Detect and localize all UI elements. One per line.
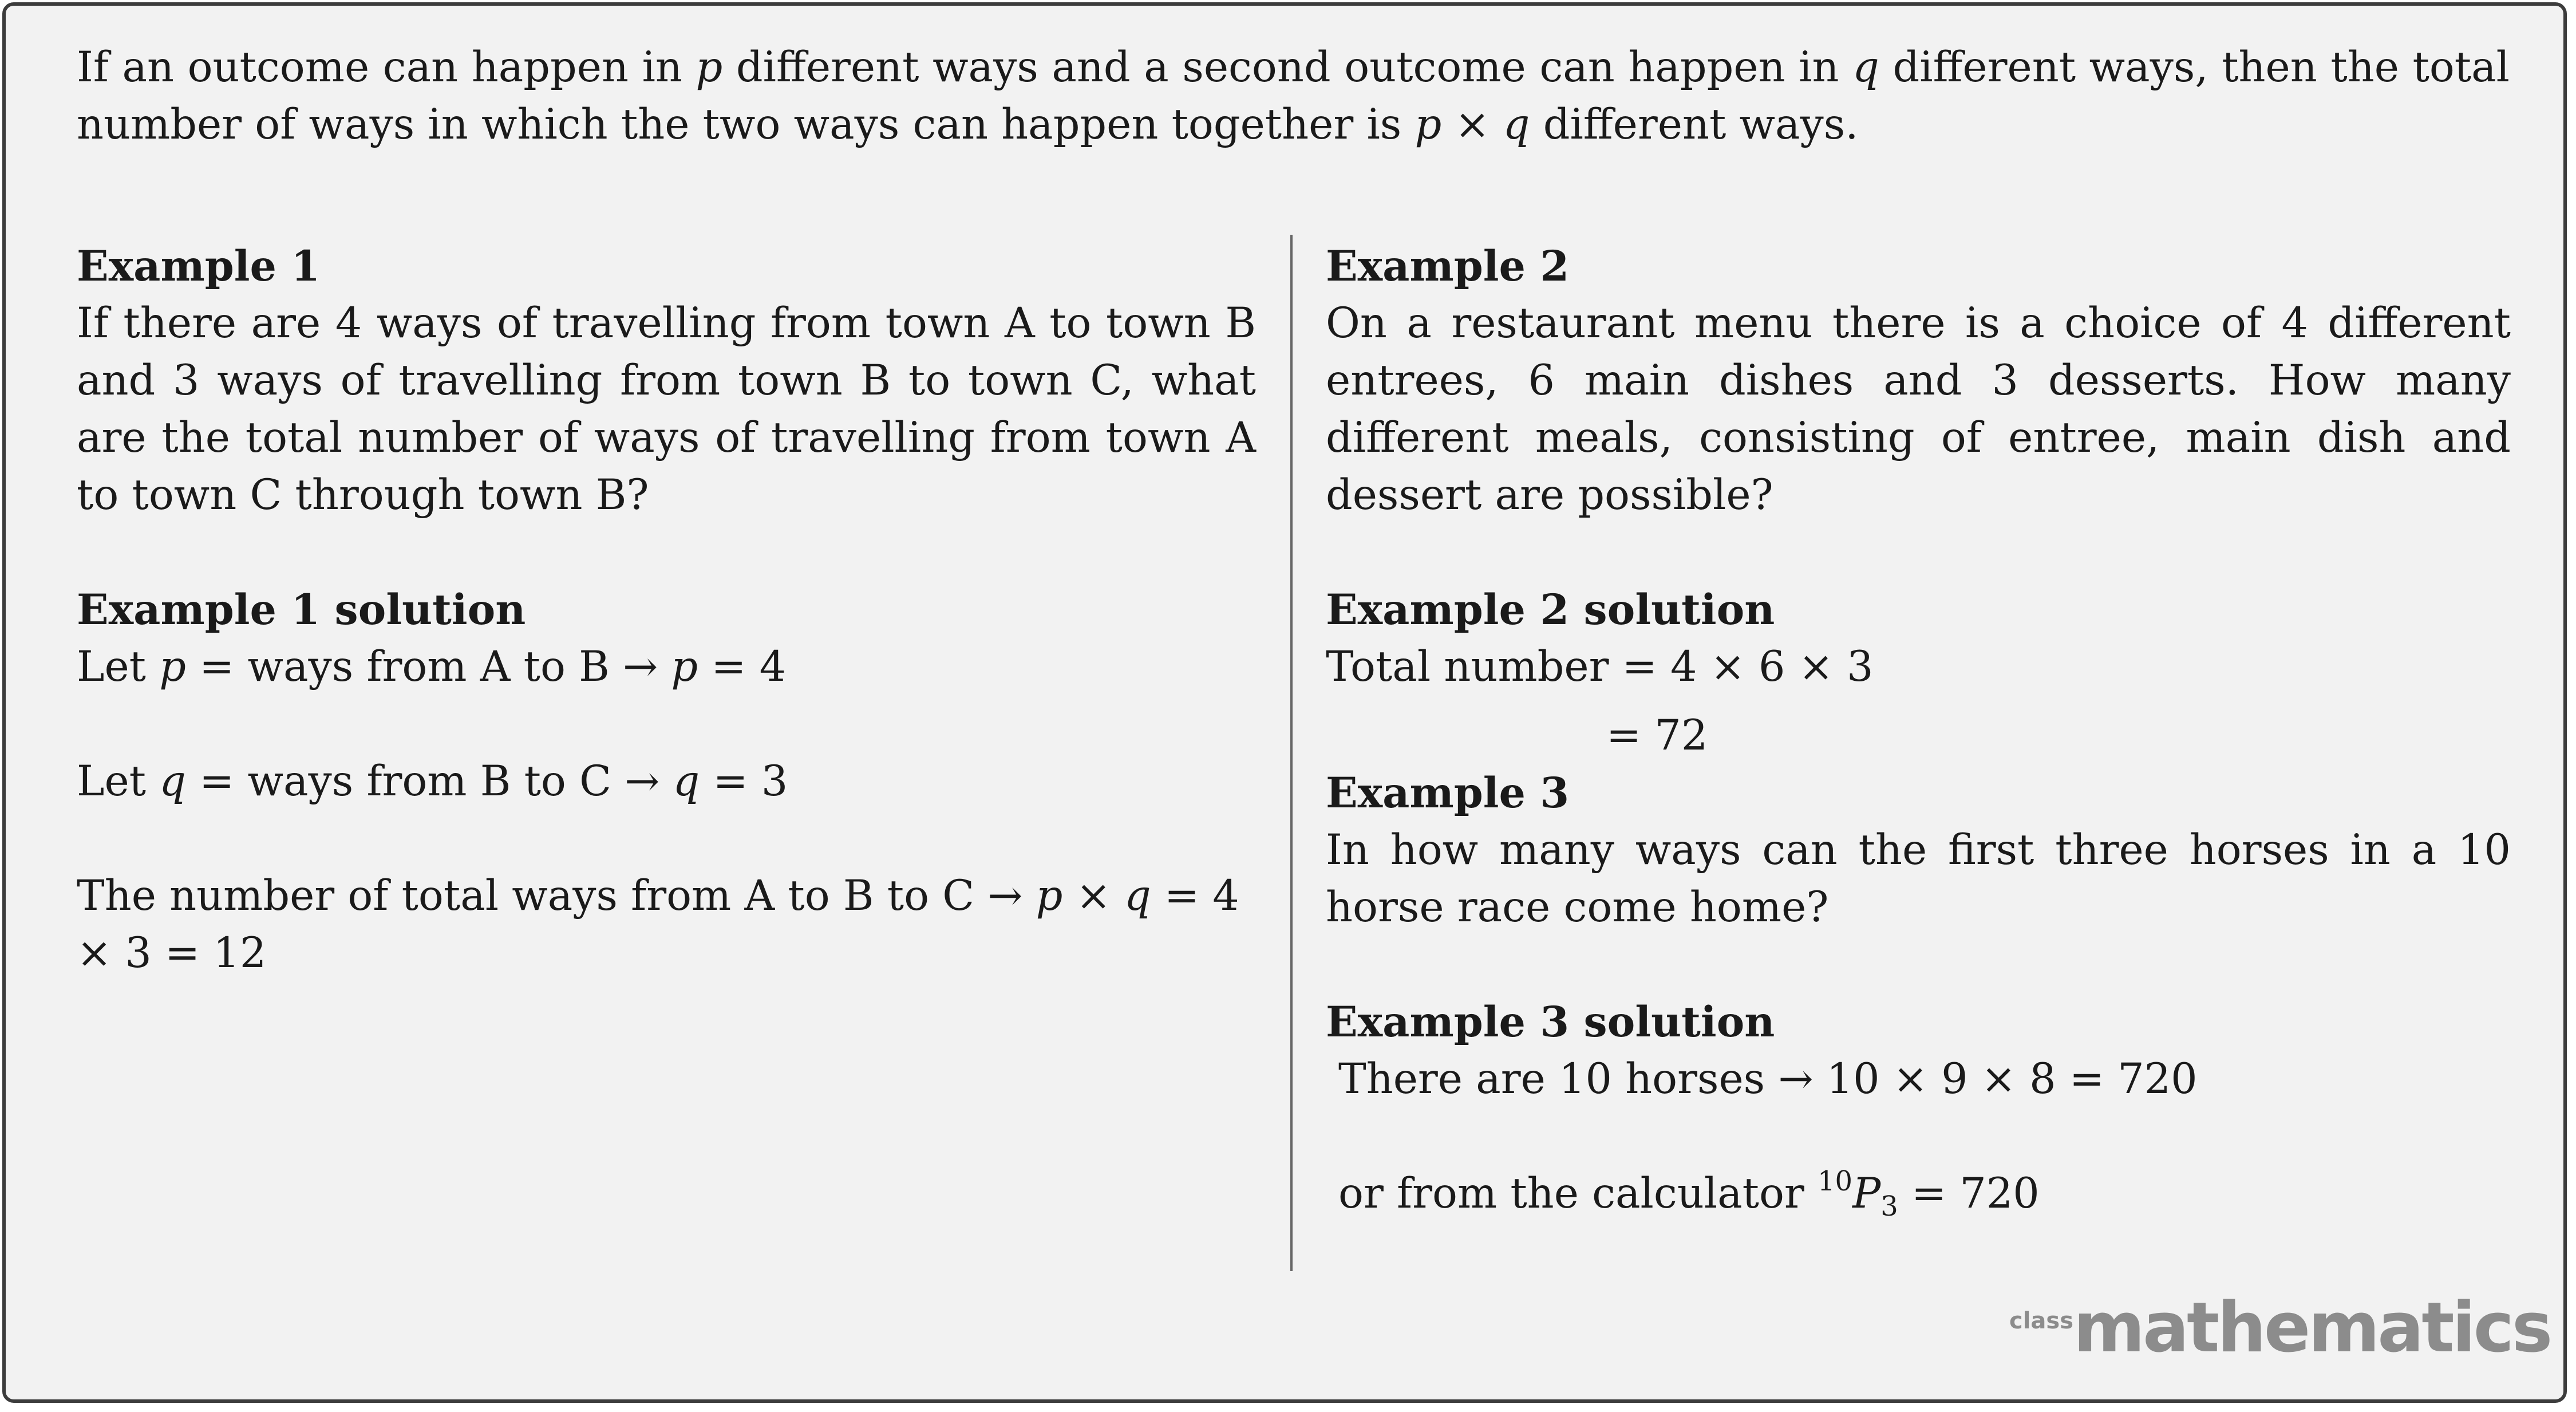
classmathematics-logo xyxy=(2009,1288,2550,1368)
example1-solution-line2 xyxy=(77,753,1256,810)
variable-q: q xyxy=(673,757,700,806)
solution-text: Let xyxy=(77,642,160,691)
example3-heading: Example 3 xyxy=(1326,768,1570,818)
intro-text: If an outcome can happen in xyxy=(77,43,696,92)
content-card xyxy=(2,2,2567,1403)
example1-solution-line3 xyxy=(77,867,1256,982)
example3-solution-line1: There are 10 horses → 10 × 9 × 8 = 720 xyxy=(1338,1055,2198,1103)
example2-solution-line2: = 72 xyxy=(1606,711,1708,760)
intro-text: different ways. xyxy=(1530,100,1859,149)
example1-solution-line1 xyxy=(77,638,1256,696)
intro-text: different ways, then the total number of ways in which the two ways can happen together is xyxy=(77,43,2510,149)
variable-p: p xyxy=(671,642,698,691)
solution-text: = 4 xyxy=(698,642,787,691)
solution-text: Let xyxy=(77,757,160,806)
logo-mathematics-text: mathematics xyxy=(2073,1288,2551,1368)
variable-q: q xyxy=(1503,100,1530,149)
solution-text: or from the calculator xyxy=(1338,1169,1818,1218)
permutation-n: 10 xyxy=(1818,1165,1853,1197)
example2-solution-line1: Total number = 4 × 6 × 3 xyxy=(1326,642,1874,691)
example2-solution-heading: Example 2 solution xyxy=(1326,585,1775,634)
intro-text: different ways and a second outcome can happen in xyxy=(722,43,1853,92)
variable-p: p xyxy=(1415,100,1442,149)
example3-solution-heading: Example 3 solution xyxy=(1326,997,1775,1047)
permutation-symbol: P xyxy=(1852,1169,1881,1218)
example1-solution-heading: Example 1 solution xyxy=(77,585,526,634)
times-sign: × xyxy=(1441,100,1503,149)
permutation-r: 3 xyxy=(1880,1190,1898,1222)
variable-p: p xyxy=(1036,871,1063,920)
intro-paragraph xyxy=(77,39,2510,153)
variable-q: q xyxy=(1852,43,1879,92)
variable-q: q xyxy=(1124,871,1151,920)
column-divider xyxy=(1290,235,1293,1271)
example3-question: In how many ways can the first three horses in a 10 horse race come home? xyxy=(1326,826,2511,932)
solution-text: The number of total ways from A to B to C → xyxy=(77,871,1036,920)
logo-class-text: class xyxy=(2009,1308,2074,1334)
example3-solution-line2 xyxy=(1326,1165,2511,1222)
example2-heading: Example 2 xyxy=(1326,242,1570,291)
solution-text: = 720 xyxy=(1898,1169,2040,1218)
variable-p: p xyxy=(159,642,186,691)
solution-text: = ways from A to B → xyxy=(185,642,671,691)
left-column xyxy=(77,238,1256,982)
example1-question: If there are 4 ways of travelling from town A to town B and 3 ways of travelling from town B to town C, what are the total number of ways of travelling from town A to town C through town B? xyxy=(77,299,1256,519)
times-sign: × xyxy=(1062,871,1124,920)
variable-p: p xyxy=(696,43,723,92)
solution-text: = 3 xyxy=(700,757,788,806)
right-column xyxy=(1326,238,2511,1222)
variable-q: q xyxy=(159,757,186,806)
example1-heading: Example 1 xyxy=(77,242,321,291)
example2-question: On a restaurant menu there is a choice of 4 different entrees, 6 main dishes and 3 desserts. How many different meals, consisting of entree, main dish and dessert are possible? xyxy=(1326,299,2511,519)
solution-text: = 4 × 3 = 12 xyxy=(77,871,1239,977)
solution-text: = ways from B to C → xyxy=(185,757,673,806)
